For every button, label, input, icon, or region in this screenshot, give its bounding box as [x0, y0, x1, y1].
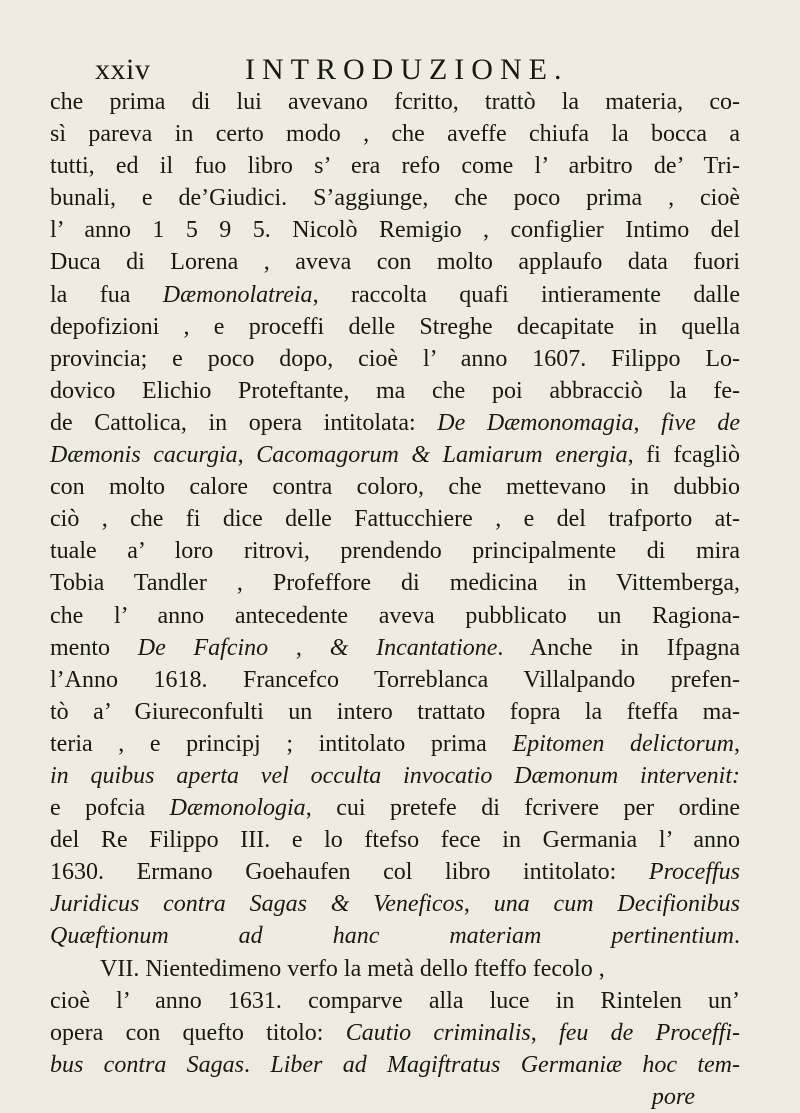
- text-line: [50, 792, 740, 824]
- text-segment: ciò , che fi dice delle Fattucchiere , e del trafporto at-: [50, 506, 740, 533]
- page-number: xxiv: [95, 53, 151, 86]
- text-line: [50, 86, 740, 118]
- text-line: [50, 1081, 740, 1113]
- text-line: [50, 600, 740, 632]
- text-line: [50, 760, 740, 792]
- text-segment: de Cattolica, in opera intitolata:: [50, 409, 438, 436]
- text-segment: .: [244, 1051, 271, 1078]
- text-segment: ,: [463, 891, 494, 918]
- text-segment: ,: [734, 730, 740, 757]
- italic-text: De Dæmonomagia: [437, 409, 634, 436]
- text-segment: , fi fcagliò: [627, 442, 741, 469]
- text-line: [50, 696, 740, 728]
- text-segment: . Anche in Ifpagna: [497, 634, 740, 661]
- italic-text: De Fafcino , & Incantatione: [137, 634, 498, 661]
- text-segment: depofizioni , e proceffi delle Streghe decapitate in quella: [50, 313, 740, 340]
- text-line: [50, 824, 740, 856]
- text-segment: provincia; e poco dopo, cioè l’ anno 1607. Filippo Lo-: [50, 345, 740, 372]
- italic-text: pore: [651, 1083, 695, 1110]
- text-segment: l’Anno 1618. Francefco Torreblanca Villalpando prefen-: [50, 666, 740, 693]
- italic-text: five de: [661, 409, 741, 436]
- italic-text: feu de Proceffi-: [559, 1019, 740, 1046]
- text-line: [50, 664, 740, 696]
- text-line: [50, 535, 740, 567]
- text-segment: dovico Elichio Proteftante, ma che poi abbracciò la fe-: [50, 377, 740, 404]
- text-segment: .: [734, 923, 740, 950]
- text-line: [50, 150, 740, 182]
- text-line: [50, 439, 740, 471]
- italic-text: Quæftionum ad hanc materiam pertinentium: [50, 923, 734, 950]
- italic-text: Proceffus: [648, 859, 740, 886]
- text-segment: Tobia Tandler , Profeffore di medicina in Vittemberga,: [50, 570, 740, 597]
- text-segment: l’ anno 1 5 9 5. Nicolò Remigio , configlier Intimo del: [50, 217, 740, 244]
- text-segment: ,: [633, 409, 662, 436]
- italic-text: Cacomagorum & Lamiarum energia: [256, 442, 628, 469]
- text-segment: , cui pretefe di fcrivere per ordine: [305, 795, 740, 822]
- text-segment: la fua: [50, 281, 163, 308]
- italic-text: una cum Decifionibus: [493, 891, 741, 918]
- text-line: [50, 471, 740, 503]
- text-segment: 1630. Ermano Goehaufen col libro intitolato:: [50, 859, 649, 886]
- text-line: [50, 311, 740, 343]
- italic-text: Dæmonologia: [169, 795, 306, 822]
- text-segment: opera con quefto titolo:: [50, 1019, 346, 1046]
- text-line: [50, 985, 740, 1017]
- text-segment: e pofcia: [50, 795, 170, 822]
- text-segment: , raccolta quafi intieramente dalle: [312, 281, 740, 308]
- text-segment: Duca di Lorena , aveva con molto applaufo data fuori: [50, 249, 740, 276]
- text-segment: VII. Nientedimeno verfo la metà dello fteffo fecolo ,: [100, 955, 605, 982]
- text-segment: cioè l’ anno 1631. comparve alla luce in Rintelen un’: [50, 987, 740, 1014]
- italic-text: Dæmonis cacurgia: [50, 442, 238, 469]
- text-line: [50, 953, 740, 985]
- text-segment: tuale a’ loro ritrovi, prendendo principalmente di mira: [50, 538, 740, 565]
- text-segment: che prima di lui avevano fcritto, trattò la materia, co-: [50, 89, 740, 115]
- page-header: [95, 52, 685, 88]
- text-line: [50, 182, 740, 214]
- text-line: [50, 407, 740, 439]
- text-line: [50, 279, 740, 311]
- italic-text: Cautio criminalis: [345, 1019, 531, 1046]
- italic-text: in quibus aperta vel occulta invocatio Dæmonum intervenit:: [50, 762, 740, 789]
- text-line: [50, 567, 740, 599]
- text-line: [50, 1017, 740, 1049]
- text-line: [50, 888, 740, 920]
- text-segment: tutti, ed il fuo libro s’ era refo come l’ arbitro de’ Tri-: [50, 153, 740, 180]
- text-segment: mento: [50, 634, 138, 661]
- text-line: [50, 375, 740, 407]
- text-segment: ,: [530, 1019, 560, 1046]
- text-line: [50, 856, 740, 888]
- text-segment: bunali, e de’Giudici. S’aggiunge, che poco prima , cioè: [50, 185, 740, 212]
- running-title: INTRODUZIONE.: [245, 53, 569, 86]
- text-segment: ,: [237, 442, 257, 469]
- text-segment: tò a’ Giureconfulti un intero trattato fopra la fteffa ma-: [50, 698, 740, 725]
- text-segment: sì pareva in certo modo , che aveffe chiufa la bocca a: [50, 121, 740, 148]
- italic-text: Liber ad Magiftratus Germaniæ hoc tem-: [270, 1051, 741, 1078]
- text-line: [50, 632, 740, 664]
- text-line: [50, 1049, 740, 1081]
- italic-text: bus contra Sagas: [50, 1051, 245, 1078]
- text-line: [50, 214, 740, 246]
- italic-text: Dæmonolatreia: [162, 281, 313, 308]
- text-line: [50, 920, 740, 952]
- text-line: [50, 503, 740, 535]
- italic-text: Epitomen delictorum: [512, 730, 734, 757]
- text-segment: che l’ anno antecedente aveva pubblicato un Ragiona-: [50, 602, 740, 629]
- italic-text: Juridicus contra Sagas & Veneficos: [50, 891, 464, 918]
- text-segment: teria , e principj ; intitolato prima: [50, 730, 513, 757]
- text-segment: con molto calore contra coloro, che mettevano in dubbio: [50, 474, 740, 501]
- body-text: [50, 86, 740, 1113]
- text-line: [50, 728, 740, 760]
- text-segment: del Re Filippo III. e lo ftefso fece in Germania l’ anno: [50, 827, 740, 854]
- text-line: [50, 118, 740, 150]
- text-line: [50, 343, 740, 375]
- text-line: [50, 246, 740, 278]
